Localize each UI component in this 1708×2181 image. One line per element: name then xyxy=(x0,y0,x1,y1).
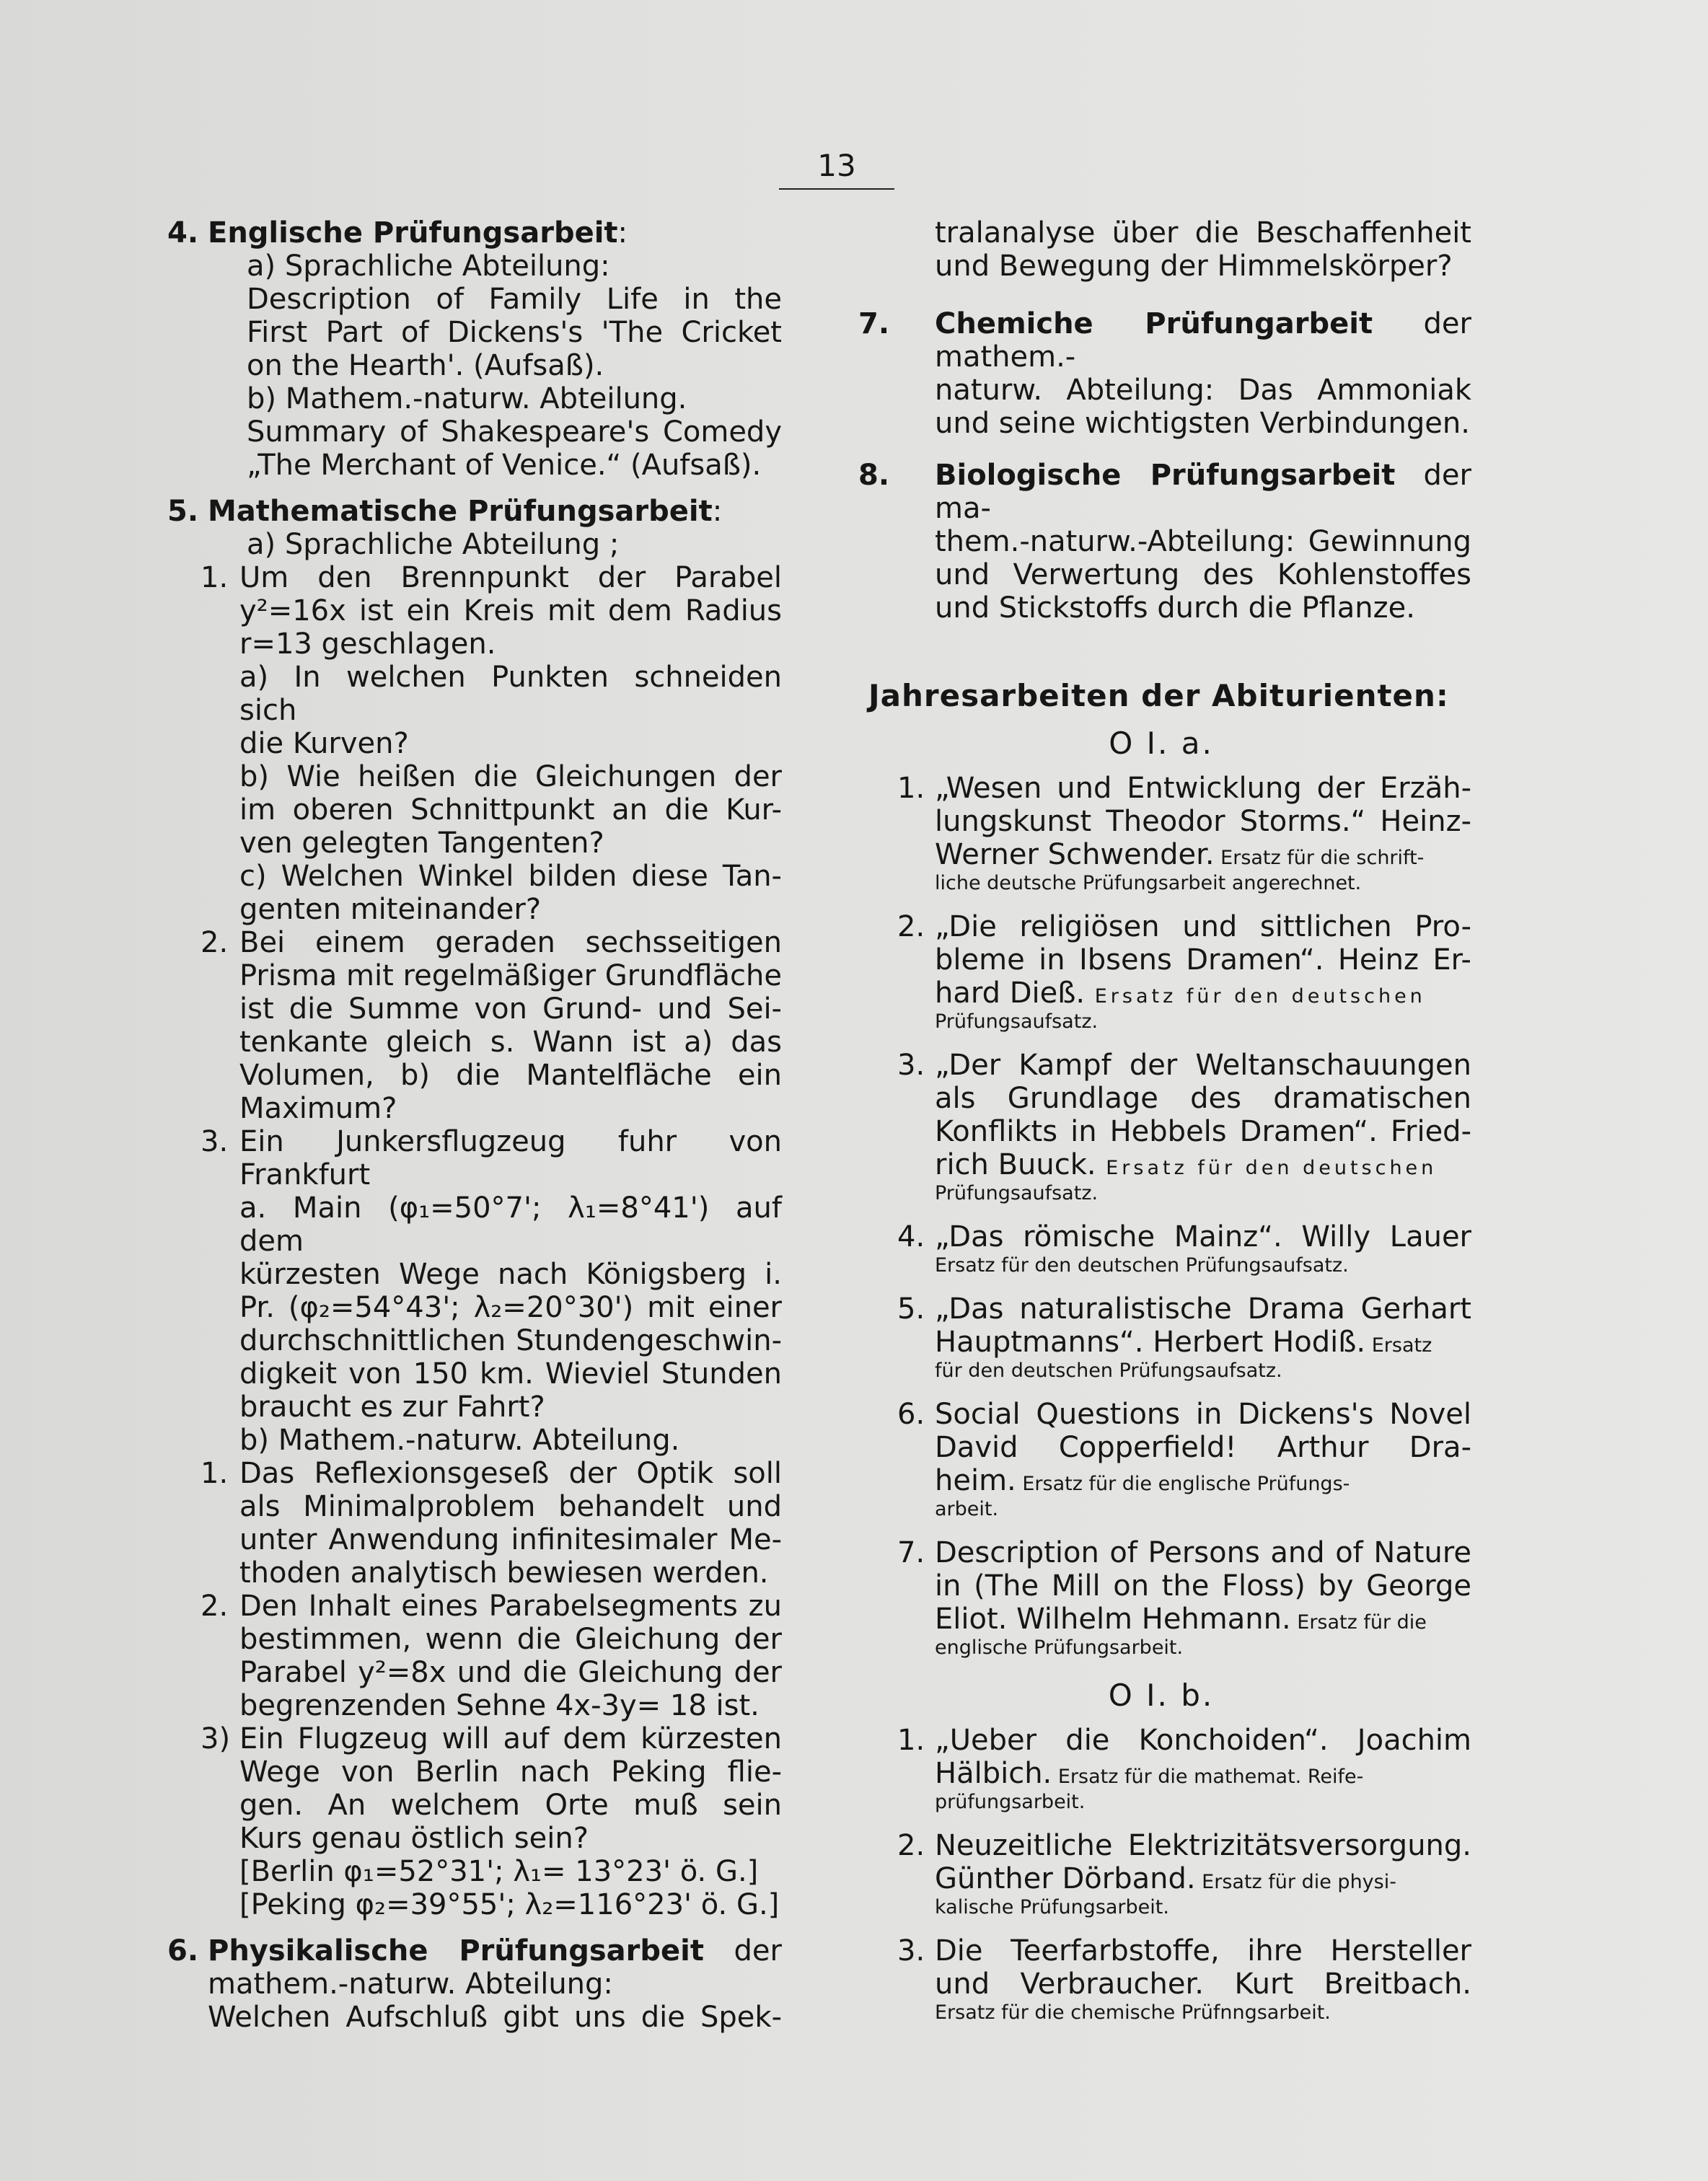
item-number: 1. xyxy=(897,772,925,805)
text-line: digkeit von 150 km. Wieviel Stunden xyxy=(239,1357,782,1391)
text-line: „Der Kampf der Weltanschauungen xyxy=(935,1049,1471,1082)
list-item xyxy=(201,1590,782,1722)
item-number: 6. xyxy=(897,1398,925,1431)
text-line: Ein Flugzeug will auf dem kürzesten xyxy=(239,1722,782,1755)
note-text: Ersatz für die mathemat. Reife- xyxy=(1052,1766,1364,1788)
section-biology-exam xyxy=(851,459,1471,625)
list-item xyxy=(851,1829,1471,1920)
note-text: prüfungsarbeit. xyxy=(935,1791,1086,1813)
item-number: 3. xyxy=(897,1934,925,1968)
text-line: durchschnittlichen Stundengeschwin- xyxy=(239,1324,782,1357)
text-line: a) In welchen Punkten schneiden sich xyxy=(239,661,782,727)
author-name: Hauptmanns“. Herbert Hodiß. xyxy=(935,1326,1366,1359)
text-line: Description of Family Life in the xyxy=(247,283,782,316)
note-text: Ersatz für die xyxy=(1290,1611,1427,1634)
section-title: Physikalische Prüfungsarbeit xyxy=(208,1934,704,1968)
item-number: 5. xyxy=(897,1292,925,1326)
section-number: 4. xyxy=(167,216,199,250)
author-name: Werner Schwender. xyxy=(935,838,1215,871)
subsection-label: a) Sprachliche Abteilung: xyxy=(247,250,610,283)
text-line: unter Anwendung infinitesimaler Me- xyxy=(239,1523,782,1556)
text-line: on the Hearth'. (Aufsaß). xyxy=(247,349,604,382)
section-title: Englische Prüfungsarbeit xyxy=(208,216,618,250)
item-number: 3. xyxy=(201,1125,229,1158)
page-number: 13 xyxy=(817,148,856,183)
text-line: tralanalyse über die Beschaffenheit xyxy=(935,216,1471,250)
note-text: für den deutschen Prüfungsaufsatz. xyxy=(935,1360,1282,1382)
item-number: 2. xyxy=(897,1829,925,1862)
section-number: 8. xyxy=(858,459,890,492)
group-title-oib: O I. b. xyxy=(1108,1678,1215,1713)
list-item xyxy=(851,910,1471,1034)
text-line: „The Merchant of Venice.“ (Aufsaß). xyxy=(247,449,762,482)
text-line: Pr. (φ₂=54°43'; λ₂=20°30') mit einer xyxy=(239,1291,782,1324)
text-line: „Wesen und Entwicklung der Erzäh- xyxy=(935,772,1471,805)
item-number: 1. xyxy=(201,561,229,594)
text-line: begrenzenden Sehne 4x-3y= 18 ist. xyxy=(239,1689,760,1722)
text-line: genten miteinander? xyxy=(239,893,542,926)
subsection-label: b) Mathem.-naturw. Abteilung. xyxy=(247,382,687,415)
text-line: Social Questions in Dickens's Novel xyxy=(935,1398,1471,1431)
item-number: 2. xyxy=(201,926,229,959)
text-line: David Copperfield! Arthur Dra- xyxy=(935,1431,1471,1464)
item-number: 2. xyxy=(201,1590,229,1623)
item-number: 3) xyxy=(201,1722,231,1755)
text-line: Prisma mit regelmäßiger Grundfläche xyxy=(239,959,782,992)
text-line: Welchen Aufschluß gibt uns die Spek- xyxy=(208,2001,782,2034)
note-text: Ersatz für die chemische Prüfnngsarbeit. xyxy=(935,2001,1331,2024)
text-line: und Verwertung des Kohlenstoffes xyxy=(935,558,1471,591)
section-english-exam xyxy=(160,216,782,482)
author-name: Günther Dörband. xyxy=(935,1862,1196,1895)
section-chemistry-exam xyxy=(851,307,1471,440)
text-line: Konflikts in Hebbels Dramen“. Fried- xyxy=(935,1115,1471,1148)
subsection-label: b) Mathem.-naturw. Abteilung. xyxy=(239,1424,680,1457)
text-line: Kurs genau östlich sein? xyxy=(239,1822,589,1855)
group-a-list xyxy=(851,772,1471,1660)
text-line: ven gelegten Tangenten? xyxy=(239,827,604,860)
text-line: und seine wichtigsten Verbindungen. xyxy=(935,407,1470,440)
text-line: Den Inhalt eines Parabelsegments zu xyxy=(239,1590,782,1623)
section-physics-continuation xyxy=(851,216,1471,283)
section-body xyxy=(208,528,782,561)
list-item xyxy=(201,1722,782,1921)
author-name: Eliot. Wilhelm Hehmann. xyxy=(935,1603,1291,1636)
text-line: und Stickstoffs durch die Pflanze. xyxy=(935,591,1415,625)
text-line: Summary of Shakespeare's Comedy xyxy=(247,415,782,449)
note-text: Ersatz für die englische Prüfungs- xyxy=(1016,1473,1350,1495)
list-item xyxy=(851,1049,1471,1206)
note-text: Prüfungsaufsatz. xyxy=(935,1010,1099,1033)
text-line: Das Reflexionsgeseß der Optik soll xyxy=(239,1457,782,1490)
text-line: Ein Junkersflugzeug fuhr von Frankfurt xyxy=(239,1125,782,1191)
text-line: thoden analytisch bewiesen werden. xyxy=(239,1556,769,1590)
note-text: Ersatz für die physi- xyxy=(1195,1871,1396,1893)
author-name: heim. xyxy=(935,1464,1016,1497)
text-line: und Bewegung der Himmelskörper? xyxy=(935,250,1453,283)
note-text: englische Prüfungsarbeit. xyxy=(935,1636,1184,1659)
annual-works-heading: Jahresarbeiten der Abiturienten: xyxy=(868,678,1449,713)
note-text: Ersatz xyxy=(1365,1334,1432,1357)
text-line: them.-naturw.-Abteilung: Gewinnung xyxy=(935,525,1471,558)
author-name: Hälbich. xyxy=(935,1757,1052,1790)
note-text: kalische Prüfungsarbeit. xyxy=(935,1896,1169,1918)
text-line: Bei einem geraden sechsseitigen xyxy=(239,926,782,959)
section-title: Mathematische Prüfungsarbeit xyxy=(208,495,713,528)
author-name: rich Buuck. xyxy=(935,1148,1096,1181)
text-line: „Ueber die Konchoiden“. Joachim xyxy=(935,1724,1471,1757)
subsection-label: a) Sprachliche Abteilung ; xyxy=(247,528,620,561)
section-number: 5. xyxy=(167,495,199,528)
text-line: braucht es zur Fahrt? xyxy=(239,1391,545,1424)
text-line: Um den Brennpunkt der Parabel xyxy=(239,561,782,594)
section-title-colon: : xyxy=(617,216,628,250)
note-text: liche deutsche Prüfungsarbeit angerechnet. xyxy=(935,872,1362,894)
page-number-block xyxy=(779,148,894,190)
group-b-list xyxy=(851,1724,1471,2025)
right-column xyxy=(851,216,1471,2040)
item-number: 4. xyxy=(897,1220,925,1253)
item-number: 1. xyxy=(897,1724,925,1757)
section-number: 7. xyxy=(858,307,890,340)
text-line: bleme in Ibsens Dramen“. Heinz Er- xyxy=(935,943,1471,977)
text-line: a. Main (φ₁=50°7'; λ₁=8°41') auf dem xyxy=(239,1191,782,1258)
text-line: c) Welchen Winkel bilden diese Tan- xyxy=(239,860,782,893)
page-number-rule xyxy=(779,188,894,190)
text-line: tenkante gleich s. Wann ist a) das xyxy=(239,1026,782,1059)
item-number: 2. xyxy=(897,910,925,943)
text-line: lungskunst Theodor Storms.“ Heinz- xyxy=(935,805,1471,838)
section-title-colon: : xyxy=(712,495,723,528)
section-title-rest: der xyxy=(703,1934,782,1968)
group-title-oia: O I. a. xyxy=(1109,726,1214,761)
text-line: naturw. Abteilung: Das Ammoniak xyxy=(935,374,1471,407)
note-text: arbeit. xyxy=(935,1498,999,1520)
section-title: Biologische Prüfungsarbeit xyxy=(935,459,1396,492)
note-text: Prüfungsaufsatz. xyxy=(935,1182,1099,1204)
text-line: „Das römische Mainz“. Willy Lauer xyxy=(935,1220,1471,1253)
text-line: Neuzeitliche Elektrizitätsversorgung. xyxy=(935,1829,1471,1862)
section-physics-exam xyxy=(160,1934,782,2034)
item-number: 1. xyxy=(201,1457,229,1490)
list-item xyxy=(851,1220,1471,1278)
text-line: als Grundlage des dramatischen xyxy=(935,1082,1471,1115)
section-number: 6. xyxy=(167,1934,199,1968)
text-line: First Part of Dickens's 'The Cricket xyxy=(247,316,782,349)
left-column xyxy=(160,216,782,2047)
text-line: mathem.-naturw. Abteilung: xyxy=(208,1968,613,2001)
text-line: „Das naturalistische Drama Gerhart xyxy=(935,1292,1471,1326)
list-item xyxy=(851,1724,1471,1815)
coordinates-line: [Berlin φ₁=52°31'; λ₁= 13°23' ö. G.] xyxy=(239,1855,759,1888)
text-line: die Kurven? xyxy=(239,727,409,760)
text-line: Wege von Berlin nach Peking flie- xyxy=(239,1755,782,1789)
note-text: Ersatz für die schrift- xyxy=(1214,847,1425,869)
text-line: „Die religiösen und sittlichen Pro- xyxy=(935,910,1471,943)
list-item xyxy=(851,1292,1471,1383)
text-line: und Verbraucher. Kurt Breitbach. xyxy=(935,1968,1471,2001)
list-item xyxy=(201,926,782,1125)
text-line: in (The Mill on the Floss) by George xyxy=(935,1569,1471,1603)
list-item xyxy=(851,1398,1471,1522)
item-number: 7. xyxy=(897,1536,925,1569)
item-number: 3. xyxy=(897,1049,925,1082)
section-body xyxy=(208,250,782,482)
text-line: Volumen, b) die Mantelfläche ein xyxy=(239,1059,782,1092)
text-line: Parabel y²=8x und die Gleichung der xyxy=(239,1656,782,1689)
list-item xyxy=(851,772,1471,896)
text-line: im oberen Schnittpunkt an die Kur- xyxy=(239,793,782,827)
text-line: Die Teerfarbstoffe, ihre Hersteller xyxy=(935,1934,1471,1968)
text-line: Description of Persons and of Nature xyxy=(935,1536,1471,1569)
list-item xyxy=(201,561,782,926)
section-math-exam xyxy=(160,495,782,1921)
section-title: Chemiche Prüfungarbeit xyxy=(935,307,1373,340)
list-item xyxy=(201,1457,782,1590)
text-line: kürzesten Wege nach Königsberg i. xyxy=(239,1258,782,1291)
note-text: Ersatz für den deutschen xyxy=(1096,1157,1438,1179)
list-item xyxy=(851,1536,1471,1660)
note-text: Ersatz für den deutschen xyxy=(1085,985,1426,1008)
task-list-a xyxy=(201,561,782,1921)
text-line: gen. An welchem Orte muß sein xyxy=(239,1789,782,1822)
section-title-rest: der mathem.- xyxy=(935,307,1471,374)
text-line: ist die Summe von Grund- und Sei- xyxy=(239,992,782,1026)
coordinates-line: [Peking φ₂=39°55'; λ₂=116°23' ö. G.] xyxy=(239,1888,780,1921)
section-title-rest: der ma- xyxy=(935,459,1471,525)
text-line: y²=16x ist ein Kreis mit dem Radius xyxy=(239,594,782,627)
text-line: b) Wie heißen die Gleichungen der xyxy=(239,760,782,793)
text-line: r=13 geschlagen. xyxy=(239,627,496,661)
text-line: bestimmen, wenn die Gleichung der xyxy=(239,1623,782,1656)
author-name: hard Dieß. xyxy=(935,977,1086,1010)
text-line: als Minimalproblem behandelt und xyxy=(239,1490,782,1523)
list-item xyxy=(201,1125,782,1457)
text-line: Maximum? xyxy=(239,1092,397,1125)
list-item xyxy=(851,1934,1471,2025)
note-text: Ersatz für den deutschen Prüfungsaufsatz. xyxy=(935,1254,1349,1277)
